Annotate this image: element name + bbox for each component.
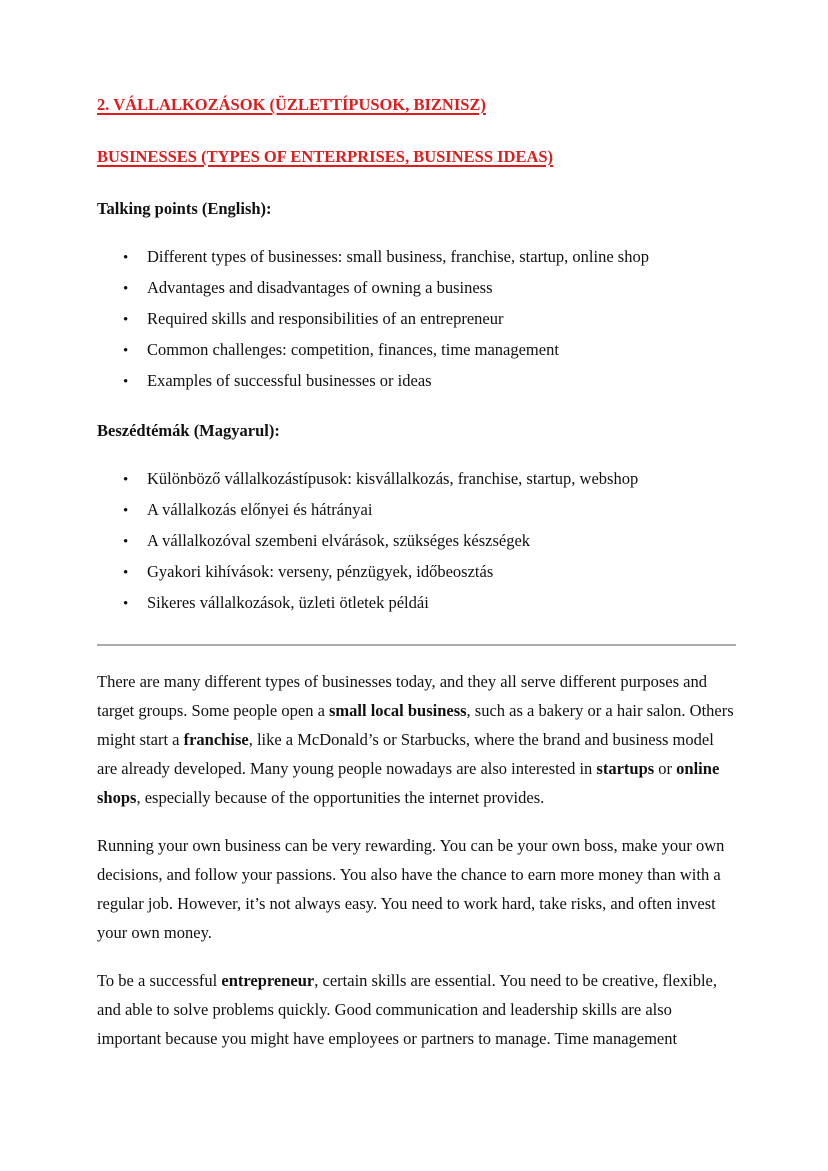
text-run: , especially because of the opportunities the internet provides. — [136, 788, 545, 807]
bold-text: startups — [596, 759, 655, 778]
list-item: • A vállalkozás előnyei és hátrányai — [123, 495, 736, 526]
text-run: , certain skills are essential. You need to be creative, flexible, and able to solve problems quickly. Good communication and leadership skills are also important because you might have employees or partners to manage. Time management — [97, 971, 718, 1048]
bold-text: small local business — [329, 701, 467, 720]
section-divider — [97, 644, 736, 646]
list-item: • Required skills and responsibilities of an entrepreneur — [123, 304, 736, 335]
list-item: • Advantages and disadvantages of owning a business — [123, 273, 736, 304]
text-run: There are many different types of businesses today, and they all serve different purposes and target groups. Some people open a — [97, 672, 707, 720]
heading-english: BUSINESSES (TYPES OF ENTERPRISES, BUSINESS IDEAS) — [97, 147, 554, 166]
list-item: • Common challenges: competition, finances, time management — [123, 335, 736, 366]
bold-text: franchise — [183, 730, 249, 749]
bold-text: entrepreneur — [221, 971, 315, 990]
list-item: • Gyakori kihívások: verseny, pénzügyek, időbeosztás — [123, 557, 736, 588]
text-run: To be a successful — [97, 971, 222, 990]
list-item: • Different types of businesses: small business, franchise, startup, online shop — [123, 242, 736, 273]
beszedtemak-list — [97, 464, 736, 619]
bold-text: online shops — [97, 759, 720, 807]
text-run: Running your own business can be very rewarding. You can be your own boss, make your own decisions, and follow your passions. You also have the chance to earn more money than with a regular job. However, it’s not always easy. You need to work hard, take risks, and often invest your own money. — [97, 836, 725, 942]
list-item: • Sikeres vállalkozások, üzleti ötletek példái — [123, 588, 736, 619]
heading-hungarian: 2. VÁLLALKOZÁSOK (ÜZLETTÍPUSOK, BIZNISZ) — [97, 95, 486, 114]
list-item: • Examples of successful businesses or ideas — [123, 366, 736, 397]
text-run: , such as a bakery or a hair salon. Others might start a — [97, 701, 734, 749]
paragraph-entrepreneur-skills — [97, 966, 736, 1053]
text-run: or — [654, 759, 677, 778]
text-run: , like a McDonald’s or Starbucks, where the brand and business model are already developed. Many young people nowadays are also interested in — [97, 730, 714, 778]
talking-points-list — [97, 242, 736, 397]
list-item: • Különböző vállalkozástípusok: kisvállalkozás, franchise, startup, webshop — [123, 464, 736, 495]
beszedtemak-title: Beszédtémák (Magyarul): — [97, 421, 280, 440]
paragraph-business-types — [97, 667, 736, 812]
list-item: • A vállalkozóval szembeni elvárások, szükséges készségek — [123, 526, 736, 557]
talking-points-title: Talking points (English): — [97, 199, 272, 218]
paragraph-rewards-risks — [97, 831, 736, 947]
